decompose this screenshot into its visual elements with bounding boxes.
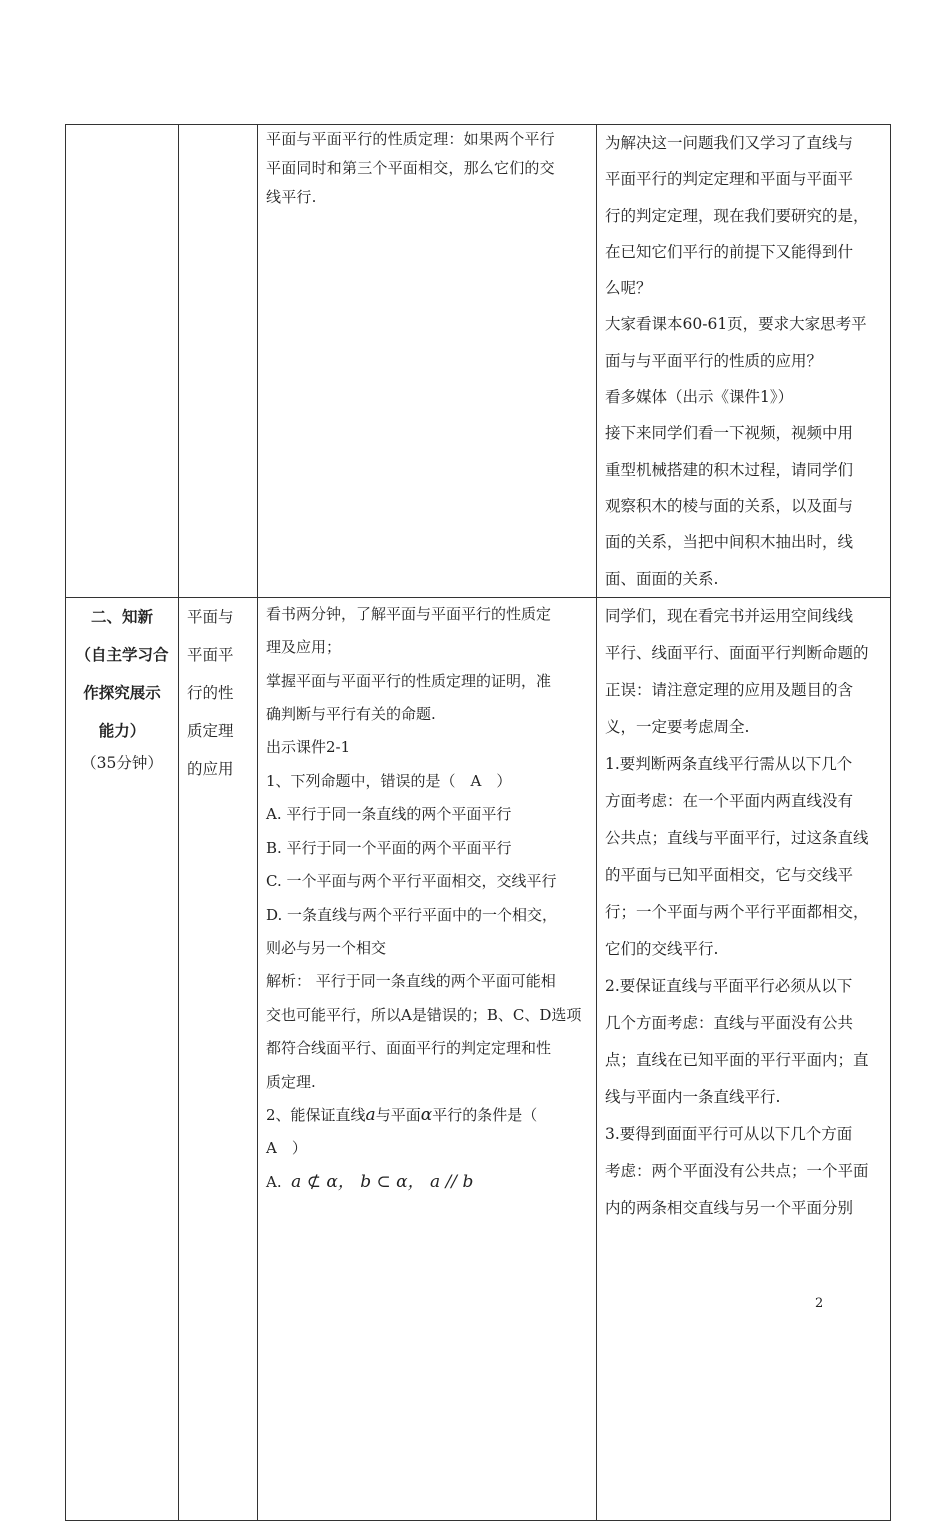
stage-time: （35分钟） bbox=[81, 753, 163, 772]
page-number: 2 bbox=[815, 1296, 824, 1311]
text-line: 在已知它们平行的前提下又能得到什 bbox=[605, 242, 854, 261]
text-line: 的平面与已知平面相交，它与交线平 bbox=[605, 865, 854, 884]
text-line: 义，一定要考虑周全. bbox=[605, 717, 750, 736]
text-line: 面与与平面平行的性质的应用？ bbox=[605, 351, 823, 370]
text-line: 3.要得到面面平行可从以下几个方面 bbox=[605, 1124, 853, 1143]
question-1-option-d: D. 一条直线与两个平行平面中的一个相交， bbox=[266, 905, 558, 924]
text-line: 出示课件2-1 bbox=[266, 738, 351, 757]
table-row bbox=[66, 597, 891, 1520]
analysis-line: 解析： 平行于同一条直线的两个平面可能相 bbox=[266, 972, 556, 991]
text-line: 考虑：两个平面没有公共点；一个平面 bbox=[605, 1161, 869, 1180]
question-2-suffix: 平行的条件是（ bbox=[432, 1105, 538, 1124]
text-line: 行；一个平面与两个平行平面都相交， bbox=[605, 902, 869, 921]
text-line: 正误：请注意定理的应用及题目的含 bbox=[605, 680, 854, 699]
topic-line: 平面平 bbox=[187, 645, 234, 664]
analysis-line: 都符合线面平行、面面平行的判定定理和性 bbox=[266, 1039, 552, 1058]
text-line: 内的两条相交直线与另一个平面分别 bbox=[605, 1198, 854, 1217]
question-2-prefix: 2、能保证直线 bbox=[266, 1105, 366, 1124]
question-2-answer: A ） bbox=[266, 1139, 307, 1158]
text-line: 公共点；直线与平面平行，过这条直线 bbox=[605, 828, 869, 847]
stage-title-line: 能力） bbox=[98, 720, 146, 740]
stage-cell bbox=[66, 125, 179, 598]
question-2-mid: 与平面 bbox=[375, 1105, 421, 1124]
topic-line: 的应用 bbox=[187, 759, 234, 778]
question-1-option-c: C. 一个平面与两个平行平面相交，交线平行 bbox=[266, 872, 557, 891]
question-1-option-b: B. 平行于同一个平面的两个平面平行 bbox=[266, 838, 512, 857]
text-line: 面、面面的关系. bbox=[605, 569, 719, 588]
text-line: 面的关系，当把中间积木抽出时，线 bbox=[605, 533, 854, 552]
text-line: 掌握平面与平面平行的性质定理的证明，准 bbox=[266, 671, 552, 690]
text-line: 平面同时和第三个平面相交，那么它们的交 bbox=[266, 159, 555, 177]
text-line: 平面平行的判定定理和平面与平面平 bbox=[605, 170, 854, 189]
content-cell bbox=[258, 597, 597, 1520]
text-line: 它们的交线平行. bbox=[605, 939, 719, 958]
analysis-line: 交也可能平行，所以A是错误的；B、C、D选项 bbox=[266, 1005, 582, 1024]
text-line: 1.要判断两条直线平行需从以下几个 bbox=[605, 754, 853, 773]
content-cell bbox=[258, 125, 597, 598]
text-line: 方面考虑：在一个平面内两直线没有 bbox=[605, 791, 854, 810]
text-line: 看多媒体（出示《课件1》） bbox=[605, 388, 794, 407]
text-line: 几个方面考虑：直线与平面没有公共 bbox=[605, 1013, 854, 1032]
text-line: 平行、线面平行、面面平行判断命题的 bbox=[605, 643, 869, 662]
lesson-plan-table bbox=[65, 124, 891, 1521]
text-line: 点；直线在已知平面的平行平面内；直 bbox=[605, 1050, 869, 1069]
text-line: 2.要保证直线与平面平行必须从以下 bbox=[605, 976, 853, 995]
text-line: 重型机械搭建的积木过程，请同学们 bbox=[605, 460, 854, 479]
stage-cell bbox=[66, 597, 179, 1520]
stage-title-line: 二、知新 bbox=[90, 606, 153, 626]
analysis-line: 质定理. bbox=[266, 1072, 316, 1091]
text-line: 线平行. bbox=[266, 188, 317, 206]
topic-cell bbox=[179, 597, 258, 1520]
text-line: 线与平面内一条直线平行. bbox=[605, 1087, 781, 1106]
text-line: 观察积木的棱与面的关系，以及面与 bbox=[605, 496, 854, 515]
table-row bbox=[66, 125, 891, 598]
text-line: 行的判定定理，现在我们要研究的是， bbox=[605, 206, 869, 225]
text-line: 则必与另一个相交 bbox=[266, 938, 387, 957]
var-alpha: α bbox=[420, 1104, 433, 1125]
text-line: 么呢？ bbox=[605, 279, 652, 298]
stage-title-line: （自主学习合 bbox=[75, 644, 169, 664]
text-line: 确判断与平行有关的命题. bbox=[266, 705, 436, 724]
text-line: 同学们，现在看完书并运用空间线线 bbox=[605, 606, 854, 625]
question-1: 1、下列命题中，错误的是（ A ） bbox=[266, 771, 512, 790]
question-1-option-a: A. 平行于同一条直线的两个平面平行 bbox=[266, 805, 512, 824]
topic-cell bbox=[179, 125, 258, 598]
text-line: 大家看课本60-61页，要求大家思考平 bbox=[605, 315, 867, 334]
question-2-option-a bbox=[266, 1166, 588, 1199]
var-a: a bbox=[365, 1104, 376, 1125]
text-line: 平面与平面平行的性质定理：如果两个平行 bbox=[266, 130, 555, 148]
text-line: 理及应用； bbox=[266, 638, 342, 657]
question-2 bbox=[266, 1099, 588, 1132]
topic-line: 行的性 bbox=[187, 683, 234, 702]
text-line: 为解决这一问题我们又学习了直线与 bbox=[605, 134, 854, 152]
topic-line: 平面与 bbox=[187, 607, 234, 626]
text-line: 看书两分钟，了解平面与平面平行的性质定 bbox=[266, 604, 552, 623]
option-math: a ⊄ α， b ⊂ α， a // b bbox=[291, 1171, 474, 1192]
teacher-guide-cell bbox=[597, 597, 891, 1520]
topic-line: 质定理 bbox=[187, 721, 234, 740]
teacher-guide-cell bbox=[597, 125, 891, 598]
option-label: A. bbox=[266, 1172, 282, 1191]
text-line: 接下来同学们看一下视频，视频中用 bbox=[605, 424, 854, 443]
stage-title-line: 作探究展示 bbox=[83, 682, 161, 702]
